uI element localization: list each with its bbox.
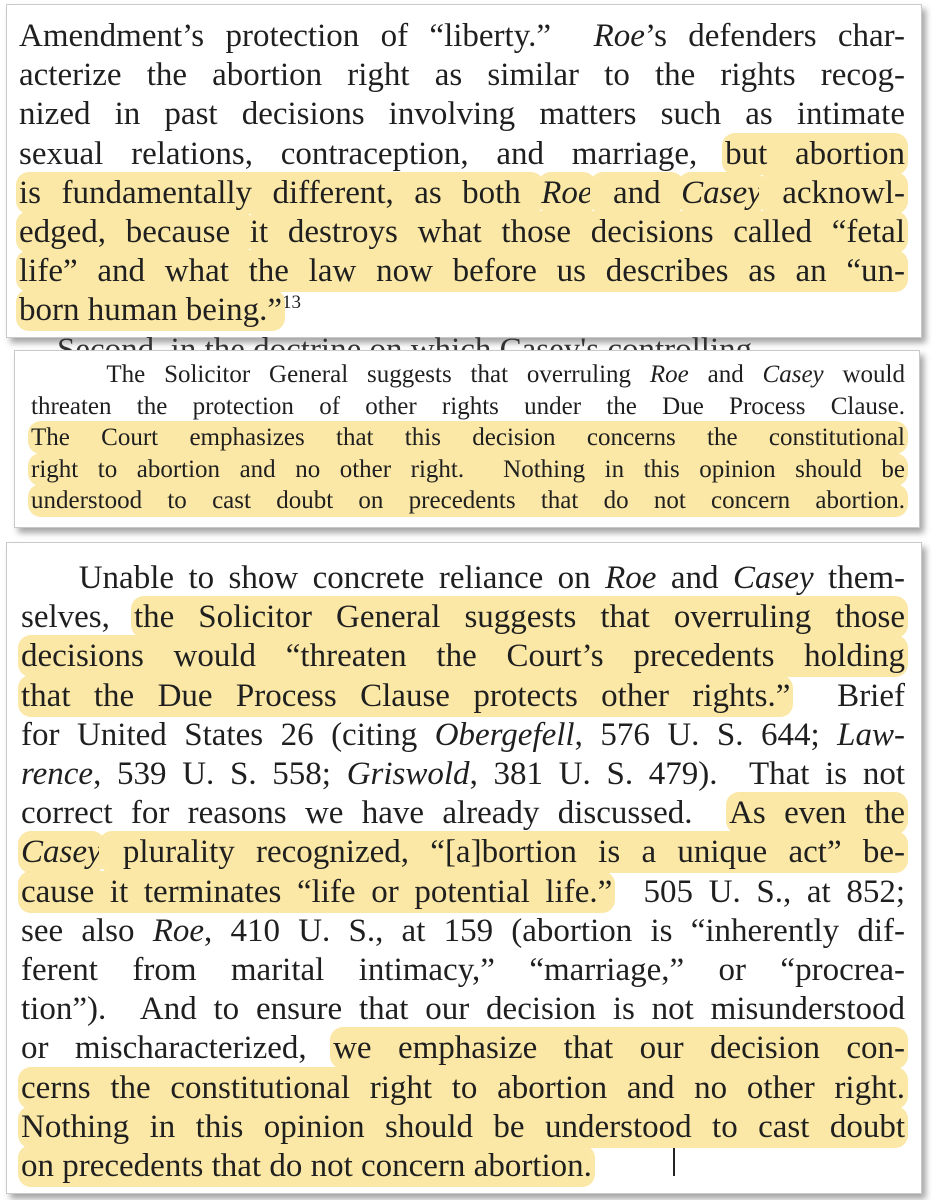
text-run: 505 U. S., at 852; [612, 873, 905, 910]
text-run: Brief [790, 677, 905, 714]
highlighted-text: Roe [541, 174, 593, 211]
highlighted-text: right to abortion and no other right. Nothing in this opinion should be [31, 455, 905, 483]
text-run: and [688, 361, 763, 388]
text-line [21, 833, 905, 872]
highlighted-text: cerns the constitutional right to abortion and no other right. [21, 1069, 905, 1106]
text-run: acterize the abortion right as similar to the rights recog- [19, 57, 905, 94]
text-run: Roe [605, 560, 657, 596]
text-line [21, 1147, 592, 1186]
text-line [19, 17, 905, 56]
text-run: , 576 U. S. 644; [574, 716, 838, 753]
highlighted-text: and [592, 174, 682, 211]
text-line [31, 454, 905, 485]
highlighted-text: decisions would “threaten the Court’s precedents holding [21, 638, 905, 675]
text-line [21, 1029, 905, 1068]
text-line [21, 951, 905, 990]
text-run: Unable to show concrete reliance on [21, 560, 606, 596]
highlighted-text: As even the [729, 795, 905, 832]
highlighted-text: on precedents that do not concern abortion. [21, 1148, 592, 1184]
text-run: them- [813, 560, 905, 596]
text-line [31, 485, 905, 516]
text-run: Roe [593, 18, 645, 54]
footnote-clip-middle [14, 350, 920, 528]
highlighted-text: understood to cast doubt on precedents that do not concern abortion. [31, 487, 905, 514]
text-line [21, 716, 905, 755]
text-run: selves, [21, 599, 134, 636]
text-run: , 539 U. S. 558; [93, 756, 347, 792]
highlighted-text: but abortion [725, 135, 905, 172]
footnote-marker: 13 [282, 292, 302, 314]
text-run: correct for reasons we have already discussed. [21, 795, 730, 832]
text-run: Casey [762, 361, 824, 388]
text-line [19, 174, 905, 213]
highlighted-text: born human being.” [19, 292, 283, 329]
text-run: or mischaracterized, [21, 1030, 334, 1067]
text-run: Obergefell [434, 716, 575, 753]
highlighted-text: The Court emphasizes that this decision concerns the constitutional [31, 424, 905, 451]
text-run: sexual relations, contraception, and marriage, [19, 135, 726, 172]
highlighted-text: the Solicitor General suggests that overruling those [133, 599, 905, 636]
highlighted-text: Nothing in this opinion should be understood to cast doubt [21, 1108, 905, 1145]
text-line [19, 95, 905, 134]
text-run: The Solicitor General suggests that overruling [31, 361, 650, 388]
text-run: ferent from marital intimacy,” “marriage,” or “procrea- [21, 952, 905, 988]
highlighted-text: plurality recognized, “[a]bortion is a unique act” be- [101, 834, 905, 871]
text-run: Casey [732, 560, 814, 596]
excerpt-clip-bottom [6, 542, 922, 1194]
text-line [21, 873, 905, 912]
text-line [21, 637, 905, 676]
text-run: see also [21, 912, 153, 949]
text-line [21, 794, 905, 833]
highlighted-text: edged, because [19, 214, 250, 250]
text-run: Amendment’s protection of “liberty.” [19, 18, 594, 54]
text-line [31, 391, 905, 422]
text-run: rence [21, 756, 94, 792]
highlighted-text: Casey [681, 174, 762, 211]
highlighted-text: cause it terminates “life or potential life.” [21, 873, 613, 910]
text-line [21, 598, 905, 637]
text-line [21, 990, 905, 1029]
highlighted-text: is fundamentally different, as both [19, 174, 542, 211]
text-line [21, 912, 905, 951]
text-line [21, 559, 905, 598]
text-run: ’s defenders char- [644, 18, 905, 54]
text-run: Griswold [346, 756, 470, 792]
text-run: tion”). And to ensure that our decision is not misunderstood [21, 991, 905, 1028]
text-line [19, 213, 905, 252]
text-run: Roe [649, 361, 689, 388]
highlighted-text: life” and what the law now before us describes as an “un- [19, 253, 905, 290]
highlighted-text: we emphasize that our decision con- [333, 1030, 905, 1067]
text-run: , 410 U. S., at 159 (abortion is “inherently dif- [204, 912, 905, 949]
text-line [19, 135, 905, 174]
text-line [19, 291, 301, 330]
text-run: would [823, 361, 905, 388]
text-line [31, 422, 905, 453]
highlighted-text: Casey [21, 834, 102, 871]
text-run: for United States 26 (citing [21, 716, 435, 753]
text-run: Roe [152, 912, 205, 949]
text-line [21, 1108, 905, 1147]
text-run: threaten the protection of other rights under the Due Process Clause. [31, 392, 905, 420]
text-run: Law- [837, 716, 906, 753]
excerpt-clip-top [6, 4, 922, 338]
text-run: and [656, 560, 733, 596]
text-line [21, 1069, 905, 1108]
highlighted-text: acknowl- [761, 174, 905, 211]
text-line [19, 252, 905, 291]
text-line [21, 755, 905, 794]
text-line [19, 56, 905, 95]
text-run: nized in past decisions involving matters such as intimate [19, 96, 905, 133]
text-run: , 381 U. S. 479). That is not [469, 756, 906, 792]
highlighted-text: it destroys what those decisions called “fetal [249, 214, 905, 250]
text-line [21, 677, 905, 716]
highlighted-text: that the Due Process Clause protects other rights.” [21, 677, 791, 714]
text-line [31, 359, 905, 390]
